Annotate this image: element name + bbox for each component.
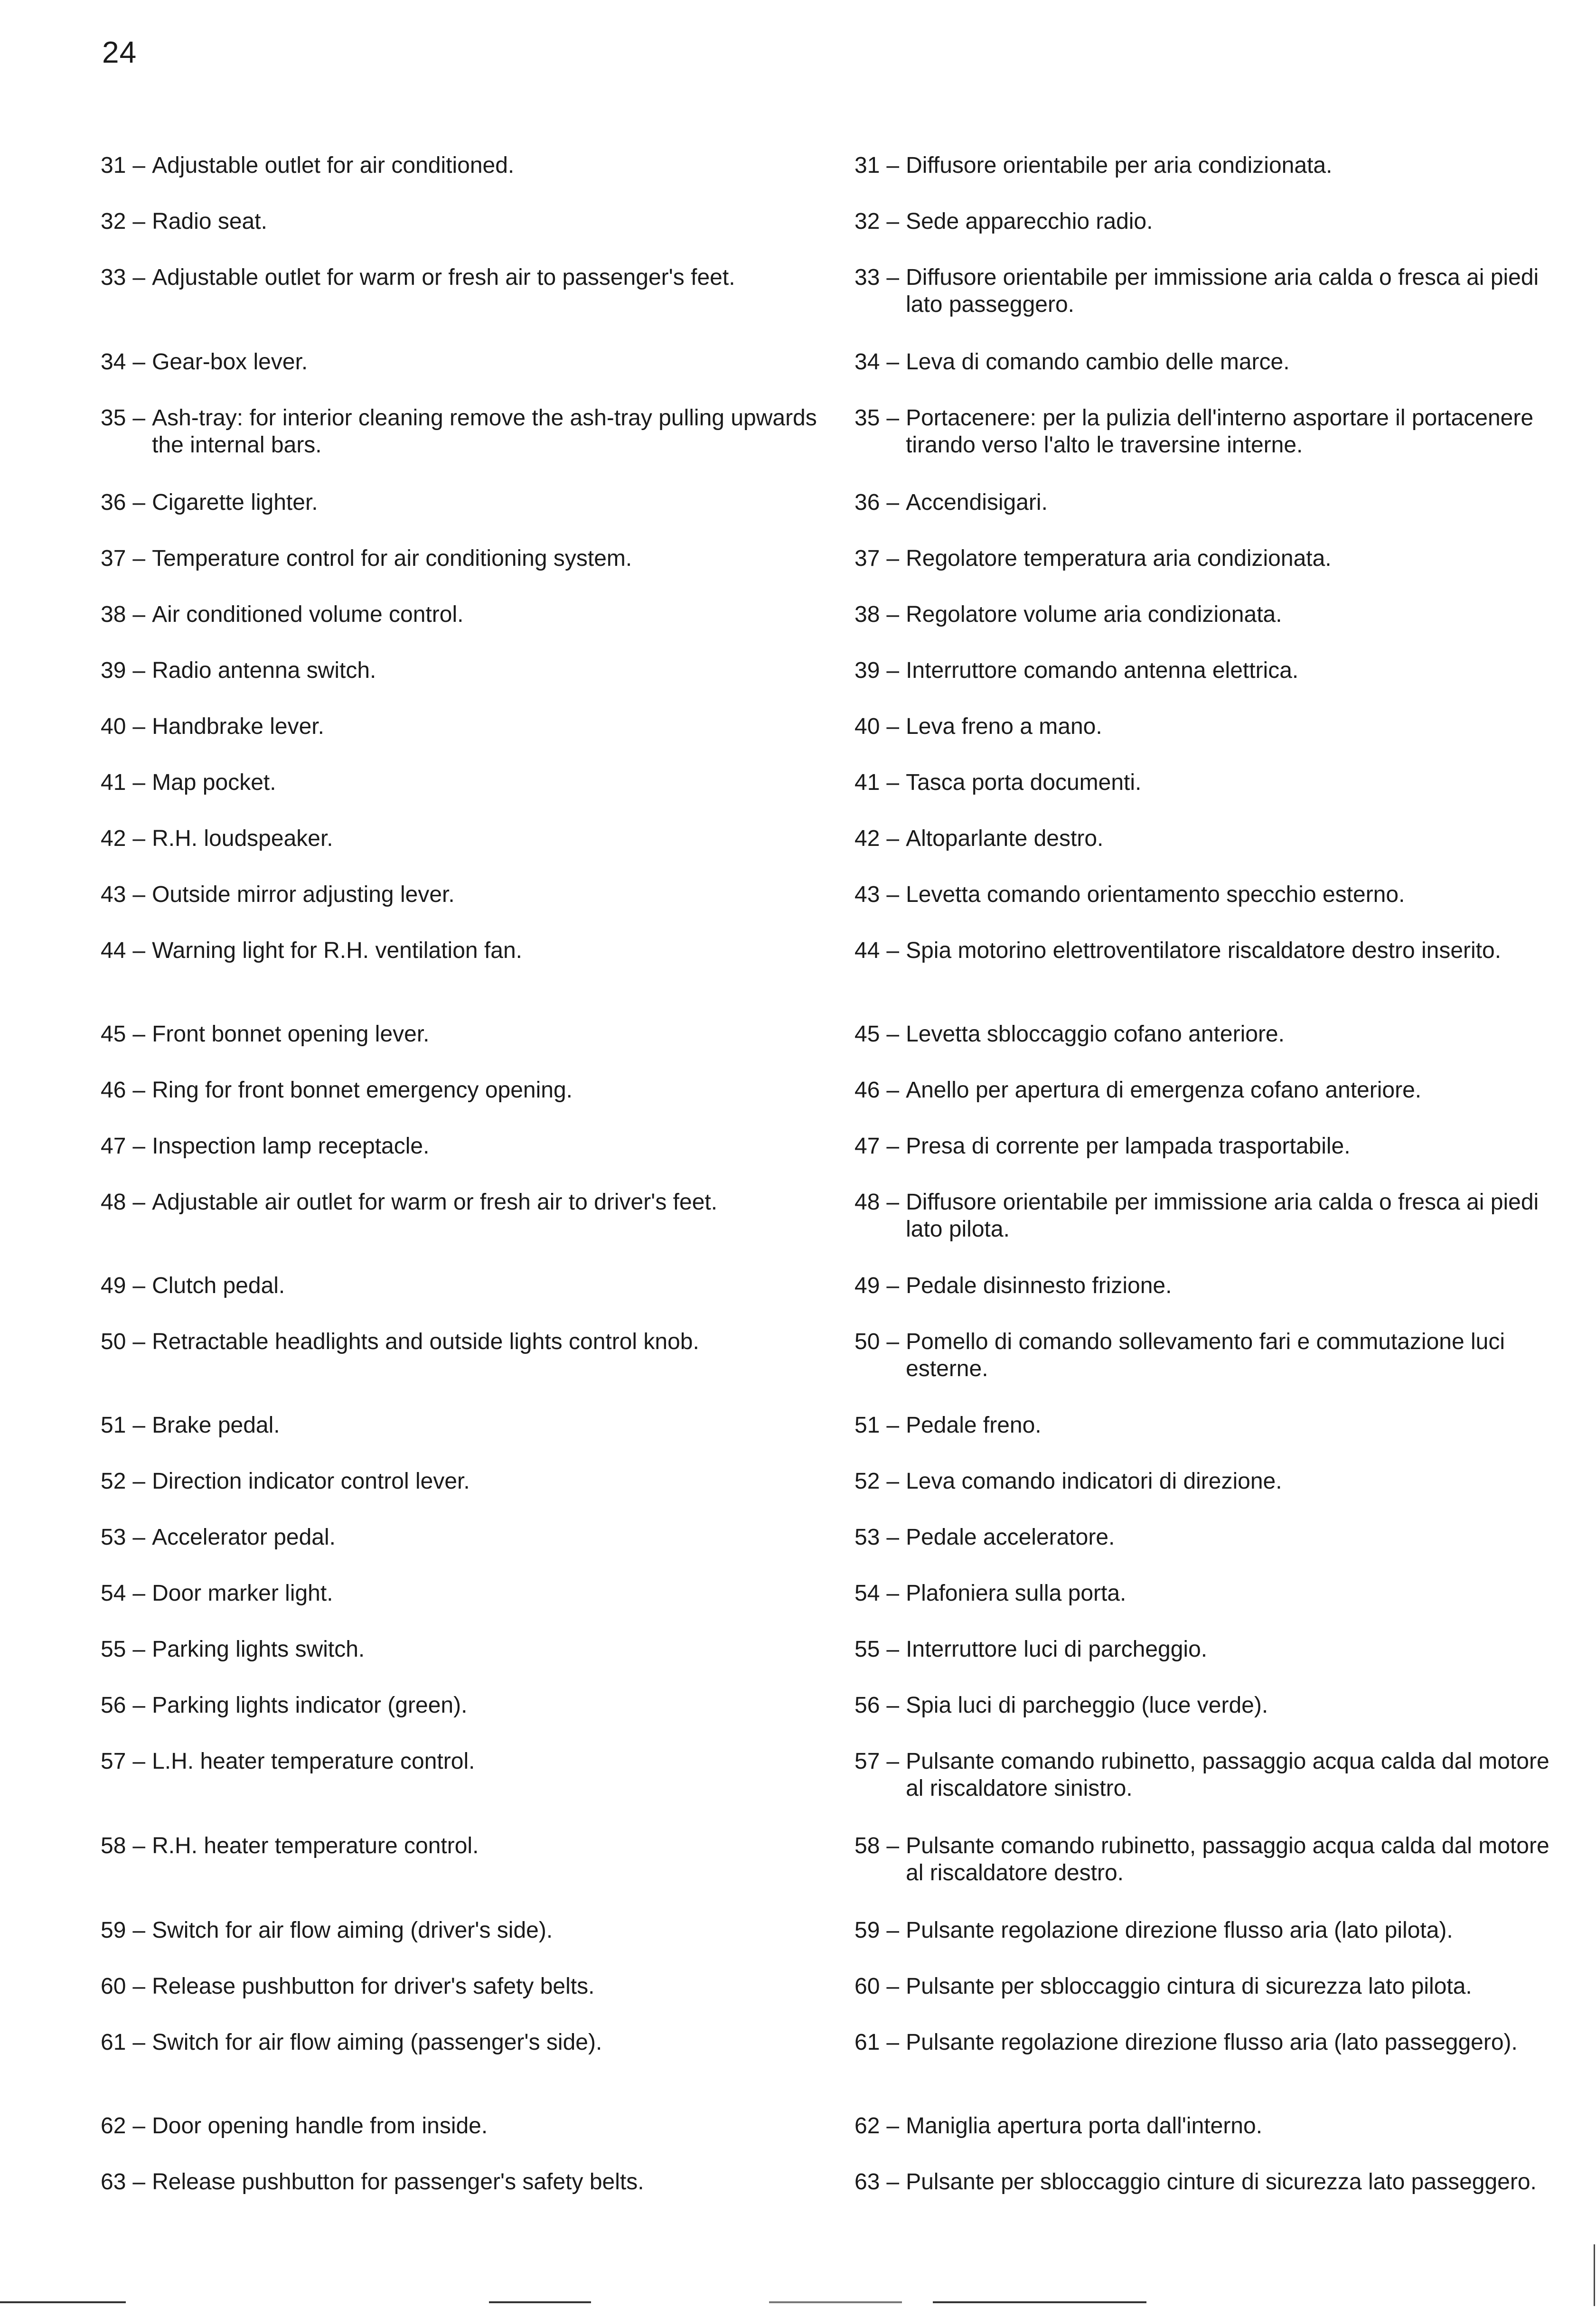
english-item-40 xyxy=(101,713,827,740)
item-number: 42 xyxy=(101,826,126,851)
english-item-61 xyxy=(101,2029,827,2056)
item-text: Switch for air flow aiming (driver's side). xyxy=(152,1918,553,1943)
item-text: Leva freno a mano. xyxy=(906,714,1102,739)
item-text: Spia luci di parcheggio (luce verde). xyxy=(906,1693,1268,1718)
item-number: 34 xyxy=(101,349,126,375)
english-item-51 xyxy=(101,1412,827,1439)
item-number: 57 xyxy=(101,1749,126,1774)
english-item-44 xyxy=(101,937,827,964)
item-number: 31 xyxy=(854,153,880,178)
item-text: Pulsante per sbloccaggio cinture di sicurezza lato passeggero. xyxy=(906,2169,1537,2194)
item-number: 54 xyxy=(854,1581,880,1606)
item-text: Spia motorino elettroventilatore riscaldatore destro inserito. xyxy=(906,938,1502,963)
italian-item-41 xyxy=(854,769,1562,796)
italian-item-49 xyxy=(854,1272,1562,1299)
item-number: 51 xyxy=(854,1413,880,1438)
italian-item-40 xyxy=(854,713,1562,740)
item-text: Portacenere: per la pulizia dell'interno asportare il portacenere tirando verso l'alto le traversine interne. xyxy=(906,405,1534,458)
italian-item-63 xyxy=(854,2168,1562,2195)
english-item-47 xyxy=(101,1133,827,1160)
italian-item-46 xyxy=(854,1077,1562,1104)
item-number: 53 xyxy=(101,1525,126,1550)
italian-item-37 xyxy=(854,545,1562,572)
item-number: 45 xyxy=(854,1022,880,1047)
italian-item-45 xyxy=(854,1021,1562,1048)
item-number: 39 xyxy=(854,658,880,683)
item-dash: – xyxy=(886,546,900,571)
item-text: Adjustable air outlet for warm or fresh air to driver's feet. xyxy=(152,1190,718,1215)
item-dash: – xyxy=(886,714,900,739)
item-text: Diffusore orientabile per immissione aria calda o fresca ai piedi lato passeggero. xyxy=(906,265,1539,317)
item-text: Radio seat. xyxy=(152,209,267,234)
item-text: Parking lights indicator (green). xyxy=(152,1693,468,1718)
item-dash: – xyxy=(132,546,146,571)
item-number: 43 xyxy=(101,882,126,907)
item-dash: – xyxy=(886,1134,900,1159)
english-item-48 xyxy=(101,1189,827,1216)
item-text: Inspection lamp receptacle. xyxy=(152,1134,430,1159)
english-item-63 xyxy=(101,2168,827,2195)
italian-item-35 xyxy=(854,404,1562,459)
item-text: Presa di corrente per lampada trasportabile. xyxy=(906,1134,1351,1159)
item-text: Pomello di comando sollevamento fari e commutazione luci esterne. xyxy=(906,1329,1505,1381)
item-dash: – xyxy=(886,405,900,431)
english-item-55 xyxy=(101,1636,827,1663)
item-text: Temperature control for air conditioning system. xyxy=(152,546,632,571)
italian-item-39 xyxy=(854,657,1562,684)
english-item-53 xyxy=(101,1524,827,1551)
italian-item-51 xyxy=(854,1412,1562,1439)
italian-item-31 xyxy=(854,152,1562,179)
english-item-36 xyxy=(101,489,827,516)
item-dash: – xyxy=(886,1581,900,1606)
item-text: Brake pedal. xyxy=(152,1413,280,1438)
item-text: Parking lights switch. xyxy=(152,1637,365,1662)
item-number: 54 xyxy=(101,1581,126,1606)
italian-item-38 xyxy=(854,601,1562,628)
item-dash: – xyxy=(886,1637,900,1662)
item-dash: – xyxy=(886,938,900,963)
item-text: Pedale freno. xyxy=(906,1413,1042,1438)
italian-item-57 xyxy=(854,1748,1562,1802)
italian-item-42 xyxy=(854,825,1562,852)
item-text: Door opening handle from inside. xyxy=(152,2113,488,2138)
italian-item-48 xyxy=(854,1189,1562,1243)
english-item-41 xyxy=(101,769,827,796)
item-text: Door marker light. xyxy=(152,1581,333,1606)
item-dash: – xyxy=(886,2169,900,2194)
item-dash: – xyxy=(886,265,900,290)
item-number: 33 xyxy=(101,265,126,290)
item-dash: – xyxy=(886,1525,900,1550)
item-number: 53 xyxy=(854,1525,880,1550)
english-item-43 xyxy=(101,881,827,908)
item-dash: – xyxy=(132,1693,146,1718)
item-dash: – xyxy=(886,2113,900,2138)
item-number: 58 xyxy=(101,1833,126,1858)
english-item-54 xyxy=(101,1580,827,1607)
italian-item-33 xyxy=(854,264,1562,318)
english-item-33 xyxy=(101,264,827,291)
item-number: 46 xyxy=(101,1078,126,1103)
item-text: Warning light for R.H. ventilation fan. xyxy=(152,938,522,963)
item-dash: – xyxy=(132,265,146,290)
italian-item-44 xyxy=(854,937,1562,964)
item-number: 55 xyxy=(854,1637,880,1662)
item-number: 38 xyxy=(101,602,126,627)
italian-item-36 xyxy=(854,489,1562,516)
item-text: Retractable headlights and outside lights control knob. xyxy=(152,1329,699,1354)
italian-item-32 xyxy=(854,208,1562,235)
item-number: 55 xyxy=(101,1637,126,1662)
english-item-56 xyxy=(101,1692,827,1719)
item-number: 61 xyxy=(101,2030,126,2055)
italian-item-59 xyxy=(854,1917,1562,1944)
item-text: Ash-tray: for interior cleaning remove the ash-tray pulling upwards the internal bars. xyxy=(152,405,817,458)
item-number: 49 xyxy=(101,1273,126,1298)
item-dash: – xyxy=(132,714,146,739)
item-text: Interruttore luci di parcheggio. xyxy=(906,1637,1208,1662)
item-number: 44 xyxy=(854,938,880,963)
english-item-52 xyxy=(101,1468,827,1495)
bottom-rule-mid xyxy=(489,2301,591,2303)
item-dash: – xyxy=(886,1749,900,1774)
item-number: 57 xyxy=(854,1749,880,1774)
item-dash: – xyxy=(886,1833,900,1858)
item-number: 36 xyxy=(101,490,126,515)
english-item-35 xyxy=(101,404,827,459)
item-text: Pulsante regolazione direzione flusso aria (lato pilota). xyxy=(906,1918,1453,1943)
item-dash: – xyxy=(886,602,900,627)
item-number: 35 xyxy=(101,405,126,431)
item-number: 52 xyxy=(854,1469,880,1494)
item-number: 43 xyxy=(854,882,880,907)
item-text: Adjustable outlet for air conditioned. xyxy=(152,153,515,178)
item-text: Diffusore orientabile per immissione aria calda o fresca ai piedi lato pilota. xyxy=(906,1190,1539,1242)
item-number: 50 xyxy=(854,1329,880,1354)
item-dash: – xyxy=(132,658,146,683)
item-number: 37 xyxy=(101,546,126,571)
item-dash: – xyxy=(886,2030,900,2055)
item-dash: – xyxy=(132,1833,146,1858)
item-number: 37 xyxy=(854,546,880,571)
item-text: Outside mirror adjusting lever. xyxy=(152,882,455,907)
item-dash: – xyxy=(132,2169,146,2194)
item-text: Pedale acceleratore. xyxy=(906,1525,1115,1550)
italian-item-43 xyxy=(854,881,1562,908)
item-number: 45 xyxy=(101,1022,126,1047)
english-item-45 xyxy=(101,1021,827,1048)
item-text: R.H. heater temperature control. xyxy=(152,1833,479,1858)
item-dash: – xyxy=(132,1134,146,1159)
item-dash: – xyxy=(132,209,146,234)
italian-item-60 xyxy=(854,1973,1562,2000)
english-item-31 xyxy=(101,152,827,179)
item-text: Release pushbutton for driver's safety belts. xyxy=(152,1974,595,1999)
english-item-46 xyxy=(101,1077,827,1104)
item-dash: – xyxy=(886,1413,900,1438)
item-number: 56 xyxy=(854,1693,880,1718)
item-dash: – xyxy=(132,405,146,431)
item-number: 40 xyxy=(854,714,880,739)
item-text: Air conditioned volume control. xyxy=(152,602,464,627)
english-item-60 xyxy=(101,1973,827,2000)
item-text: Direction indicator control lever. xyxy=(152,1469,470,1494)
item-number: 63 xyxy=(854,2169,880,2194)
item-text: Front bonnet opening lever. xyxy=(152,1022,430,1047)
item-dash: – xyxy=(132,1974,146,1999)
item-text: Tasca porta documenti. xyxy=(906,770,1142,795)
item-text: Pedale disinnesto frizione. xyxy=(906,1273,1172,1298)
item-number: 34 xyxy=(854,349,880,375)
item-dash: – xyxy=(886,770,900,795)
italian-item-61 xyxy=(854,2029,1562,2056)
item-number: 62 xyxy=(101,2113,126,2138)
bottom-rule-right xyxy=(933,2301,1146,2303)
italian-item-52 xyxy=(854,1468,1562,1495)
item-number: 48 xyxy=(854,1190,880,1215)
item-dash: – xyxy=(132,490,146,515)
item-text: Radio antenna switch. xyxy=(152,658,376,683)
item-dash: – xyxy=(132,1022,146,1047)
item-number: 46 xyxy=(854,1078,880,1103)
english-item-42 xyxy=(101,825,827,852)
item-text: Accendisigari. xyxy=(906,490,1048,515)
item-text: Gear-box lever. xyxy=(152,349,308,375)
item-number: 47 xyxy=(101,1134,126,1159)
english-item-39 xyxy=(101,657,827,684)
bottom-rule-left xyxy=(0,2301,126,2303)
item-text: Altoparlante destro. xyxy=(906,826,1104,851)
item-dash: – xyxy=(886,1273,900,1298)
item-dash: – xyxy=(132,349,146,375)
english-item-59 xyxy=(101,1917,827,1944)
item-dash: – xyxy=(886,658,900,683)
item-text: Switch for air flow aiming (passenger's side). xyxy=(152,2030,602,2055)
item-text: Clutch pedal. xyxy=(152,1273,285,1298)
item-text: Release pushbutton for passenger's safety belts. xyxy=(152,2169,644,2194)
item-dash: – xyxy=(886,153,900,178)
item-number: 47 xyxy=(854,1134,880,1159)
item-text: Pulsante comando rubinetto, passaggio acqua calda dal motore al riscaldatore destro. xyxy=(906,1833,1549,1885)
italian-item-62 xyxy=(854,2112,1562,2139)
item-dash: – xyxy=(132,1273,146,1298)
italian-item-53 xyxy=(854,1524,1562,1551)
item-number: 50 xyxy=(101,1329,126,1354)
item-dash: – xyxy=(132,938,146,963)
item-number: 32 xyxy=(854,209,880,234)
item-dash: – xyxy=(132,826,146,851)
item-number: 41 xyxy=(854,770,880,795)
item-dash: – xyxy=(886,882,900,907)
item-text: Interruttore comando antenna elettrica. xyxy=(906,658,1299,683)
item-text: R.H. loudspeaker. xyxy=(152,826,333,851)
item-dash: – xyxy=(132,1637,146,1662)
item-number: 58 xyxy=(854,1833,880,1858)
item-text: Regolatore temperatura aria condizionata. xyxy=(906,546,1332,571)
english-item-32 xyxy=(101,208,827,235)
item-dash: – xyxy=(886,826,900,851)
item-dash: – xyxy=(886,1190,900,1215)
italian-item-58 xyxy=(854,1832,1562,1886)
italian-item-47 xyxy=(854,1133,1562,1160)
item-text: Cigarette lighter. xyxy=(152,490,318,515)
item-number: 33 xyxy=(854,265,880,290)
item-number: 35 xyxy=(854,405,880,431)
item-dash: – xyxy=(132,1469,146,1494)
english-item-62 xyxy=(101,2112,827,2139)
item-text: Levetta sbloccaggio cofano anteriore. xyxy=(906,1022,1285,1047)
item-number: 60 xyxy=(854,1974,880,1999)
item-number: 62 xyxy=(854,2113,880,2138)
item-text: Pulsante comando rubinetto, passaggio acqua calda dal motore al riscaldatore sinistro. xyxy=(906,1749,1549,1801)
item-number: 63 xyxy=(101,2169,126,2194)
item-number: 36 xyxy=(854,490,880,515)
item-dash: – xyxy=(886,349,900,375)
item-dash: – xyxy=(132,2030,146,2055)
english-item-58 xyxy=(101,1832,827,1859)
item-dash: – xyxy=(886,490,900,515)
item-text: Sede apparecchio radio. xyxy=(906,209,1153,234)
english-item-38 xyxy=(101,601,827,628)
item-text: Leva comando indicatori di direzione. xyxy=(906,1469,1282,1494)
item-dash: – xyxy=(132,1190,146,1215)
item-dash: – xyxy=(886,209,900,234)
item-number: 44 xyxy=(101,938,126,963)
item-number: 61 xyxy=(854,2030,880,2055)
item-dash: – xyxy=(886,1078,900,1103)
english-item-34 xyxy=(101,348,827,375)
item-number: 60 xyxy=(101,1974,126,1999)
item-dash: – xyxy=(132,1525,146,1550)
edge-mark xyxy=(1594,2244,1595,2306)
item-number: 38 xyxy=(854,602,880,627)
item-number: 31 xyxy=(101,153,126,178)
item-number: 32 xyxy=(101,209,126,234)
item-dash: – xyxy=(886,1974,900,1999)
item-text: Map pocket. xyxy=(152,770,276,795)
item-dash: – xyxy=(132,770,146,795)
item-number: 40 xyxy=(101,714,126,739)
item-dash: – xyxy=(132,602,146,627)
item-number: 56 xyxy=(101,1693,126,1718)
item-dash: – xyxy=(132,882,146,907)
item-dash: – xyxy=(132,153,146,178)
italian-item-54 xyxy=(854,1580,1562,1607)
english-item-49 xyxy=(101,1272,827,1299)
item-number: 41 xyxy=(101,770,126,795)
item-number: 51 xyxy=(101,1413,126,1438)
item-dash: – xyxy=(132,1581,146,1606)
item-dash: – xyxy=(886,1329,900,1354)
item-text: Regolatore volume aria condizionata. xyxy=(906,602,1282,627)
item-dash: – xyxy=(132,1749,146,1774)
english-item-57 xyxy=(101,1748,827,1775)
item-text: Handbrake lever. xyxy=(152,714,324,739)
item-text: Pulsante regolazione direzione flusso aria (lato passeggero). xyxy=(906,2030,1518,2055)
bottom-rule-mid-right xyxy=(769,2301,902,2303)
item-dash: – xyxy=(886,1918,900,1943)
italian-item-55 xyxy=(854,1636,1562,1663)
page-number: 24 xyxy=(102,35,137,69)
item-text: Diffusore orientabile per aria condizionata. xyxy=(906,153,1333,178)
item-text: Leva di comando cambio delle marce. xyxy=(906,349,1290,375)
italian-item-50 xyxy=(854,1328,1562,1382)
item-number: 42 xyxy=(854,826,880,851)
item-dash: – xyxy=(132,2113,146,2138)
item-text: L.H. heater temperature control. xyxy=(152,1749,475,1774)
item-text: Accelerator pedal. xyxy=(152,1525,336,1550)
item-number: 59 xyxy=(854,1918,880,1943)
item-text: Maniglia apertura porta dall'interno. xyxy=(906,2113,1263,2138)
item-text: Adjustable outlet for warm or fresh air to passenger's feet. xyxy=(152,265,735,290)
item-dash: – xyxy=(132,1329,146,1354)
item-number: 52 xyxy=(101,1469,126,1494)
item-number: 48 xyxy=(101,1190,126,1215)
item-dash: – xyxy=(132,1918,146,1943)
item-dash: – xyxy=(886,1022,900,1047)
item-text: Ring for front bonnet emergency opening. xyxy=(152,1078,573,1103)
italian-item-34 xyxy=(854,348,1562,375)
italian-item-56 xyxy=(854,1692,1562,1719)
item-number: 49 xyxy=(854,1273,880,1298)
item-text: Plafoniera sulla porta. xyxy=(906,1581,1127,1606)
item-text: Levetta comando orientamento specchio esterno. xyxy=(906,882,1405,907)
item-dash: – xyxy=(886,1469,900,1494)
english-item-37 xyxy=(101,545,827,572)
item-text: Pulsante per sbloccaggio cintura di sicurezza lato pilota. xyxy=(906,1974,1472,1999)
item-text: Anello per apertura di emergenza cofano anteriore. xyxy=(906,1078,1422,1103)
item-number: 59 xyxy=(101,1918,126,1943)
item-dash: – xyxy=(132,1078,146,1103)
item-dash: – xyxy=(886,1693,900,1718)
item-number: 39 xyxy=(101,658,126,683)
english-item-50 xyxy=(101,1328,827,1355)
item-dash: – xyxy=(132,1413,146,1438)
